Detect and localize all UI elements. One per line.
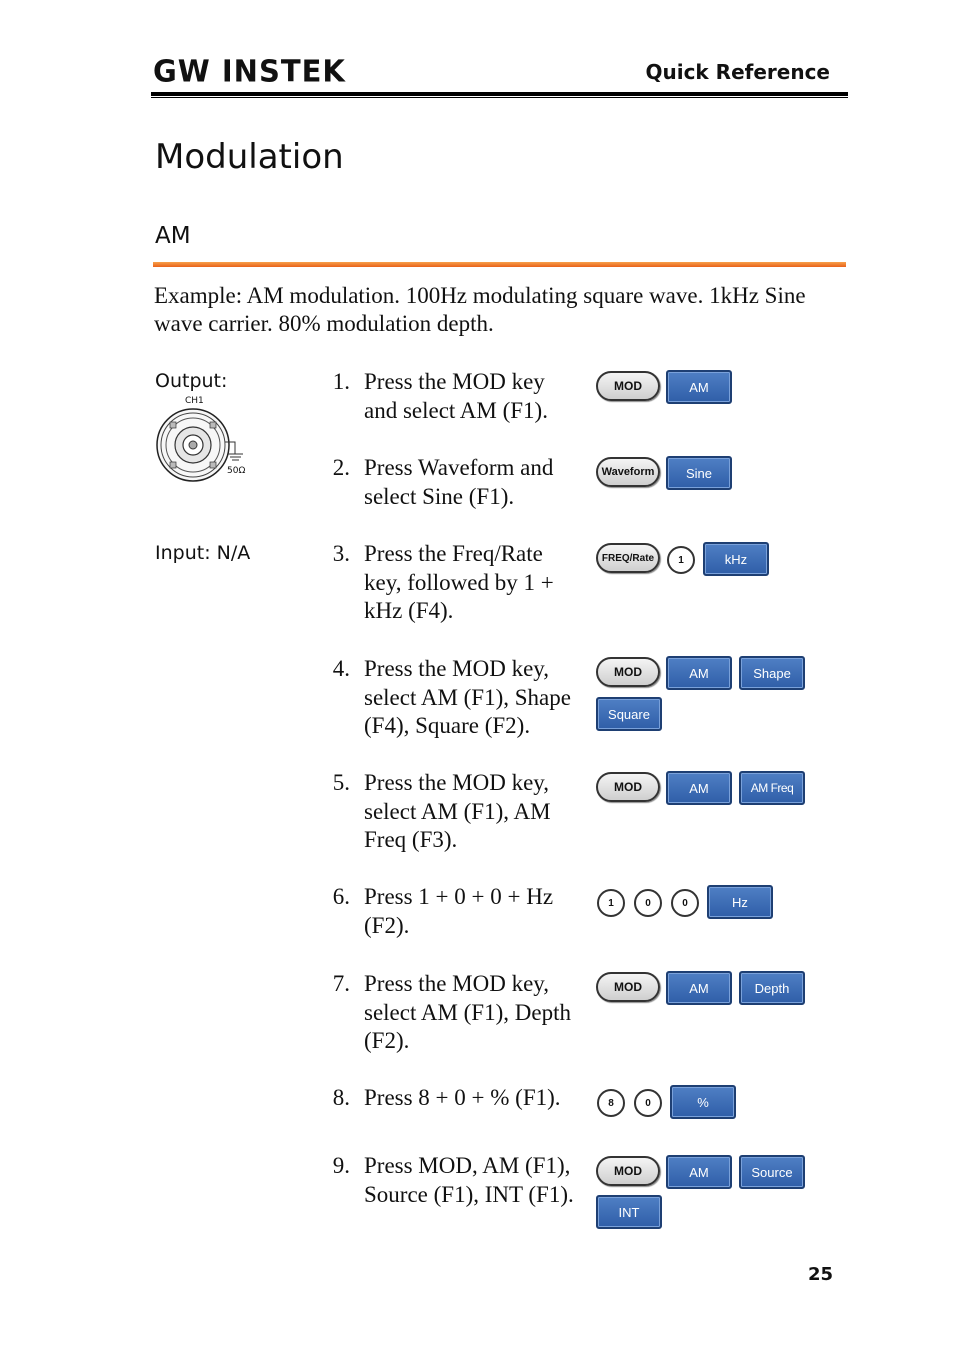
- step-number: 6.: [332, 884, 350, 909]
- mod-key: MOD: [596, 657, 660, 687]
- am-softkey: AM: [666, 656, 732, 690]
- step-number: 4.: [332, 656, 350, 681]
- number-key-0: 0: [671, 889, 699, 917]
- number-key-1: 1: [667, 546, 695, 574]
- example-text: Example: AM modulation. 100Hz modulating square wave. 1kHz Sine wave carrier. 80% modulation depth.: [154, 283, 806, 336]
- number-key-0: 0: [634, 1089, 662, 1117]
- number-key-8: 8: [597, 1089, 625, 1117]
- output-label: Output:: [155, 370, 228, 392]
- section-divider: [153, 262, 846, 267]
- step-number: 5.: [332, 770, 350, 795]
- input-label: Input: N/A: [155, 542, 251, 564]
- step-text: Press MOD, AM (F1), Source (F1), INT (F1).: [364, 1153, 574, 1207]
- connector-impedance-label: 50Ω: [227, 466, 246, 476]
- step-text: Press the MOD key and select AM (F1).: [364, 369, 548, 423]
- mod-key: MOD: [596, 972, 660, 1002]
- step-text: Press the Freq/Rate key, followed by 1 + kHz (F4).: [364, 541, 554, 623]
- header-rule: [151, 92, 848, 96]
- percent-softkey: %: [670, 1085, 736, 1119]
- header-rule-thin: [151, 97, 848, 98]
- step-text: Press Waveform and select Sine (F1).: [364, 455, 554, 509]
- khz-softkey: kHz: [703, 542, 769, 576]
- number-key-0: 0: [634, 889, 662, 917]
- step-number: 7.: [332, 971, 350, 996]
- am-softkey: AM: [666, 971, 732, 1005]
- waveform-key: Waveform: [596, 457, 660, 487]
- source-softkey: Source: [739, 1155, 805, 1189]
- mod-key: MOD: [596, 371, 660, 401]
- page-title: Modulation: [155, 137, 344, 177]
- header-section-title: Quick Reference: [645, 60, 830, 84]
- depth-softkey: Depth: [739, 971, 805, 1005]
- am-softkey: AM: [666, 1155, 732, 1189]
- step-number: 8.: [332, 1085, 350, 1110]
- step-number: 3.: [332, 541, 350, 566]
- step-text: Press the MOD key, select AM (F1), Shape (F4), Square (F2).: [364, 656, 571, 738]
- step-number: 1.: [332, 369, 350, 394]
- section-heading: AM: [155, 223, 191, 249]
- am-freq-softkey: AM Freq: [739, 771, 805, 805]
- square-softkey: Square: [596, 697, 662, 731]
- number-key-1: 1: [597, 889, 625, 917]
- int-softkey: INT: [596, 1195, 662, 1229]
- mod-key: MOD: [596, 772, 660, 802]
- sine-softkey: Sine: [666, 456, 732, 490]
- mod-key: MOD: [596, 1156, 660, 1186]
- am-softkey: AM: [666, 370, 732, 404]
- step-text: Press the MOD key, select AM (F1), AM Freq (F3).: [364, 770, 551, 852]
- page-number: 25: [807, 1264, 833, 1285]
- step-number: 2.: [332, 455, 350, 480]
- step-number: 9.: [332, 1153, 350, 1178]
- connector-channel-label: CH1: [185, 396, 204, 406]
- step-text: Press 8 + 0 + % (F1).: [364, 1085, 561, 1110]
- step-text: Press 1 + 0 + 0 + Hz (F2).: [364, 884, 554, 938]
- step-text: Press the MOD key, select AM (F1), Depth (F2).: [364, 971, 571, 1053]
- shape-softkey: Shape: [739, 656, 805, 690]
- brand-logo: GW INSTEK: [153, 53, 346, 89]
- am-softkey: AM: [666, 771, 732, 805]
- hz-softkey: Hz: [707, 885, 773, 919]
- freq-rate-key: FREQ/Rate: [596, 543, 660, 573]
